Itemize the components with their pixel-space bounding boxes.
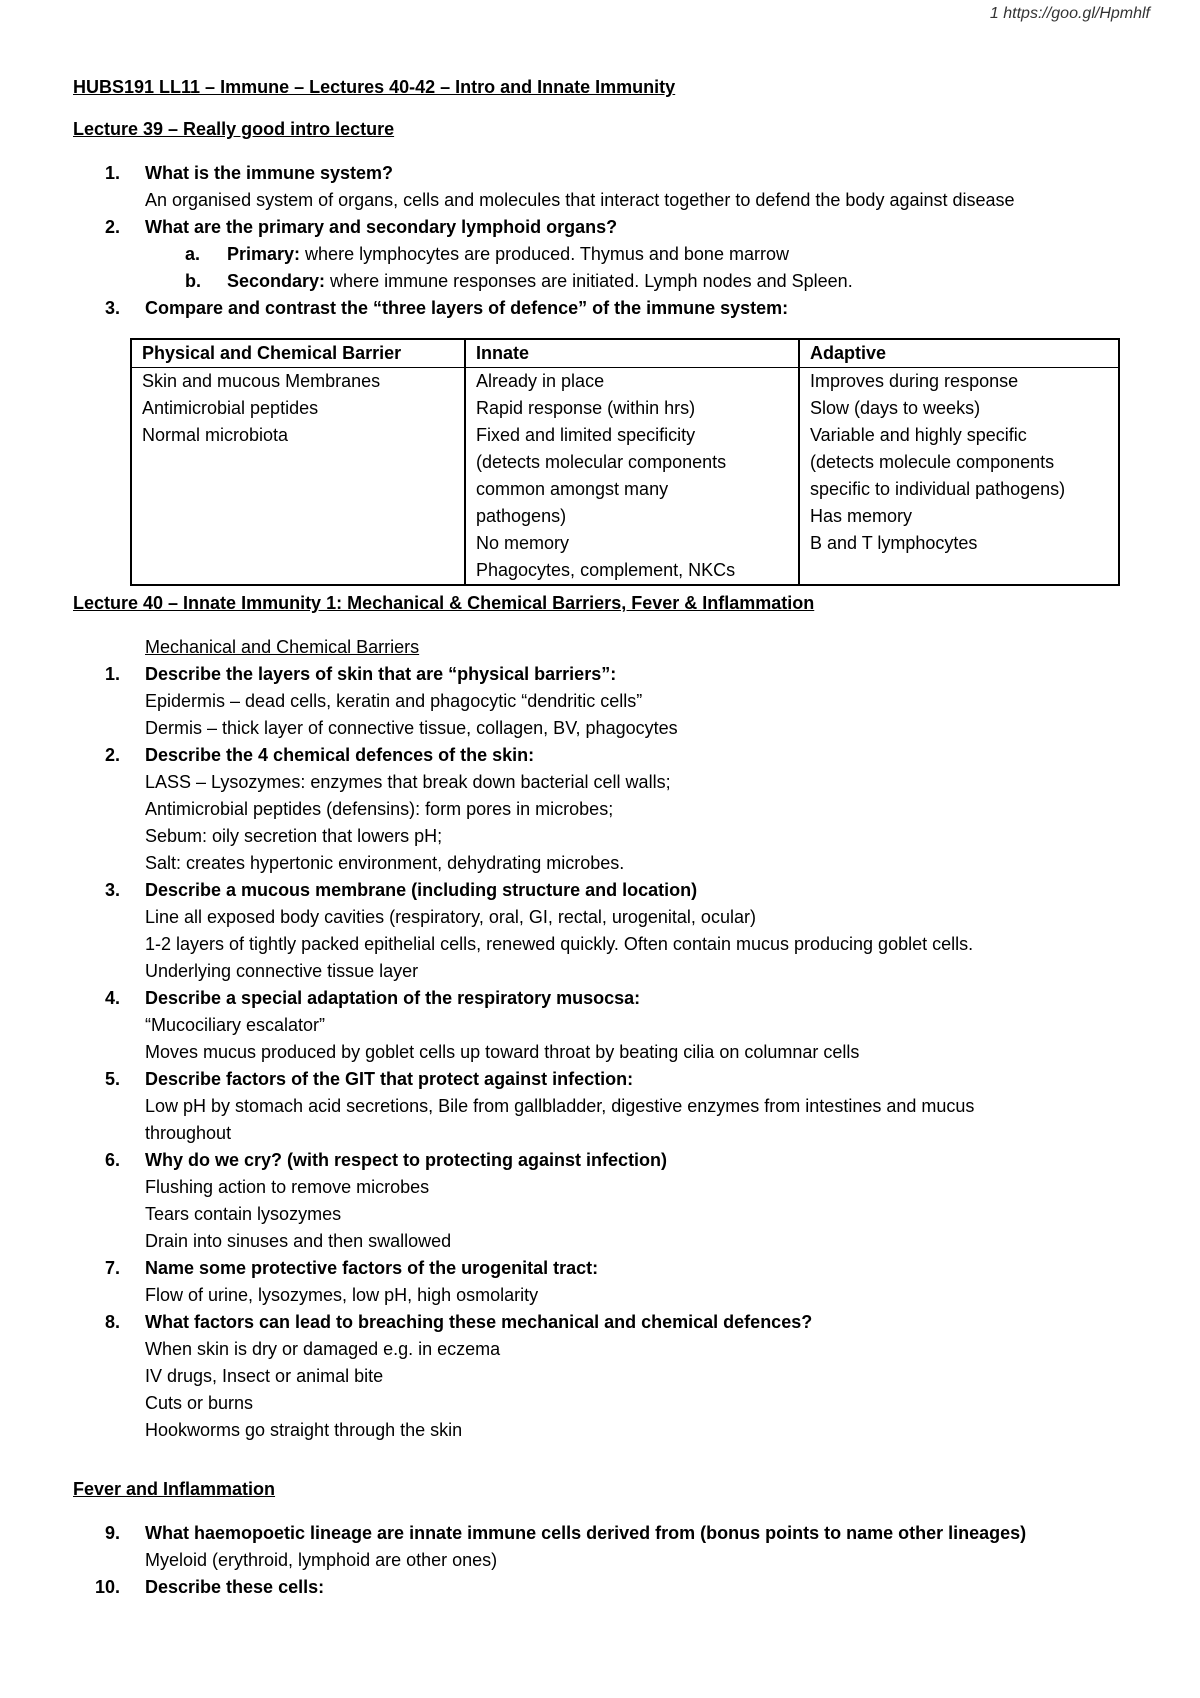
sub-letter: b. (185, 271, 201, 291)
three-layers-table (130, 338, 1120, 586)
cell-line: B and T lymphocytes (810, 533, 978, 553)
answer-line: Moves mucus produced by goblet cells up toward throat by beating cilia on columnar cells (145, 1042, 860, 1062)
question-number: 1. (105, 163, 121, 183)
l40-q8 (73, 1309, 1153, 1444)
cell-line: Rapid response (within hrs) (476, 398, 696, 418)
answer-line: Epidermis – dead cells, keratin and phagocytic “dendritic cells” (145, 691, 643, 711)
answer-line: 1-2 layers of tightly packed epithelial cells, renewed quickly. Often contain mucus producing goblet cells. (145, 934, 974, 954)
table-cell-innate (465, 368, 799, 586)
question-number: 4. (105, 988, 121, 1008)
l40-q4 (73, 985, 1153, 1066)
sub-label: Primary: (227, 244, 301, 264)
question-number: 7. (105, 1258, 121, 1278)
l39-q3 (73, 295, 1153, 322)
question-number: 10. (95, 1577, 121, 1597)
cell-line: Antimicrobial peptides (142, 398, 319, 418)
l40-q10 (73, 1574, 1153, 1601)
question-number: 3. (105, 880, 121, 900)
table-cell-physical (131, 368, 465, 586)
question-text: Why do we cry? (with respect to protecting against infection) (145, 1150, 668, 1170)
question-text: Describe a mucous membrane (including structure and location) (145, 880, 698, 900)
question-text: Describe a special adaptation of the respiratory musocsa: (145, 988, 641, 1008)
answer-line: Flow of urine, lysozymes, low pH, high osmolarity (145, 1285, 539, 1305)
cell-line: Variable and highly specific (810, 425, 1027, 445)
question-text: What is the immune system? (145, 163, 394, 183)
question-number: 2. (105, 217, 121, 237)
answer-line: Tears contain lysozymes (145, 1204, 342, 1224)
answer-line: Cuts or burns (145, 1393, 254, 1413)
table-cell-adaptive (799, 368, 1119, 586)
question-text: What factors can lead to breaching these mechanical and chemical defences? (145, 1312, 813, 1332)
cell-line: Already in place (476, 371, 605, 391)
answer-line: Low pH by stomach acid secretions, Bile from gallbladder, digestive enzymes from intestines and mucus (145, 1096, 975, 1116)
answer-line: Sebum: oily secretion that lowers pH; (145, 826, 443, 846)
cell-line: Normal microbiota (142, 425, 289, 445)
question-number: 8. (105, 1312, 121, 1332)
answer-line: LASS – Lysozymes: enzymes that break down bacterial cell walls; (145, 772, 671, 792)
question-text: Describe the layers of skin that are “physical barriers”: (145, 664, 617, 684)
l40-q7 (73, 1255, 1153, 1309)
fever-section (73, 1476, 1153, 1503)
cell-line: pathogens) (476, 506, 567, 526)
question-number: 9. (105, 1523, 121, 1543)
table-header-innate: Innate (465, 339, 799, 368)
l39-q1 (73, 160, 1153, 214)
answer-line: Hookworms go straight through the skin (145, 1420, 463, 1440)
question-text: Compare and contrast the “three layers of defence” of the immune system: (145, 298, 789, 318)
answer-line: Myeloid (erythroid, lymphoid are other ones) (145, 1550, 498, 1570)
question-text: Describe these cells: (145, 1577, 325, 1597)
answer-line: throughout (145, 1123, 232, 1143)
answer-line: Dermis – thick layer of connective tissue, collagen, BV, phagocytes (145, 718, 678, 738)
sub-label: Secondary: (227, 271, 326, 291)
lecture39-heading: Lecture 39 – Really good intro lecture (73, 119, 395, 139)
sub-item-secondary (185, 268, 1153, 295)
question-text: Describe the 4 chemical defences of the skin: (145, 745, 535, 765)
page-number-url: 1 https://goo.gl/Hpmhlf (989, 5, 1150, 22)
l40-q5 (73, 1066, 1153, 1147)
document-title: HUBS191 LL11 – Immune – Lectures 40-42 – Intro and Innate Immunity (73, 77, 676, 97)
mech-chem-heading: Mechanical and Chemical Barriers (145, 637, 420, 657)
answer-line: IV drugs, Insect or animal bite (145, 1366, 384, 1386)
answer-line: Underlying connective tissue layer (145, 961, 419, 981)
answer-line: When skin is dry or damaged e.g. in eczema (145, 1339, 501, 1359)
l40-q1 (73, 661, 1153, 742)
answer-line: Antimicrobial peptides (defensins): form pores in microbes; (145, 799, 614, 819)
answer-line: Drain into sinuses and then swallowed (145, 1231, 452, 1251)
question-text: Describe factors of the GIT that protect against infection: (145, 1069, 634, 1089)
mech-chem-section (73, 634, 1153, 1444)
cell-line: specific to individual pathogens) (810, 479, 1066, 499)
question-number: 3. (105, 298, 121, 318)
question-text: Name some protective factors of the urogenital tract: (145, 1258, 599, 1278)
fever-heading: Fever and Inflammation (73, 1479, 276, 1499)
lecture40-section (73, 590, 1153, 617)
cell-line: Has memory (810, 506, 913, 526)
l39-q2 (73, 214, 1153, 295)
cell-line: Fixed and limited specificity (476, 425, 696, 445)
question-number: 2. (105, 745, 121, 765)
cell-line: (detects molecular components (476, 452, 727, 472)
sub-text: where lymphocytes are produced. Thymus and bone marrow (300, 244, 789, 264)
fever-questions (73, 1520, 1153, 1601)
sub-letter: a. (185, 244, 201, 264)
sub-item-primary (185, 241, 1153, 268)
cell-line: No memory (476, 533, 570, 553)
table-header-adaptive: Adaptive (799, 339, 1119, 368)
l40-q6 (73, 1147, 1153, 1255)
lecture40-heading: Lecture 40 – Innate Immunity 1: Mechanical & Chemical Barriers, Fever & Inflammation (73, 593, 815, 613)
question-text: What are the primary and secondary lymphoid organs? (145, 217, 618, 237)
cell-line: Skin and mucous Membranes (142, 371, 381, 391)
l40-q2 (73, 742, 1153, 877)
question-number: 5. (105, 1069, 121, 1089)
sub-text: where immune responses are initiated. Lymph nodes and Spleen. (325, 271, 853, 291)
l40-q9 (73, 1520, 1153, 1574)
answer-line: Salt: creates hypertonic environment, dehydrating microbes. (145, 853, 625, 873)
answer-line: Line all exposed body cavities (respiratory, oral, GI, rectal, urogenital, ocular) (145, 907, 756, 927)
cell-line: Slow (days to weeks) (810, 398, 981, 418)
table-row (131, 368, 1119, 586)
question-number: 1. (105, 664, 121, 684)
cell-line: (detects molecule components (810, 452, 1055, 472)
cell-line: Improves during response (810, 371, 1019, 391)
question-number: 6. (105, 1150, 121, 1170)
l40-q3 (73, 877, 1153, 985)
defence-table-wrapper (73, 338, 1153, 586)
answer-line: “Mucociliary escalator” (145, 1015, 326, 1035)
answer-line: An organised system of organs, cells and molecules that interact together to defend the body against disease (145, 190, 1015, 210)
answer-line: Flushing action to remove microbes (145, 1177, 430, 1197)
cell-line: common amongst many (476, 479, 669, 499)
question-text: What haemopoetic lineage are innate immune cells derived from (bonus points to name other lineages) (145, 1523, 1027, 1543)
cell-line: Phagocytes, complement, NKCs (476, 560, 736, 580)
lecture39-section (73, 116, 1153, 143)
table-header-physical: Physical and Chemical Barrier (131, 339, 465, 368)
